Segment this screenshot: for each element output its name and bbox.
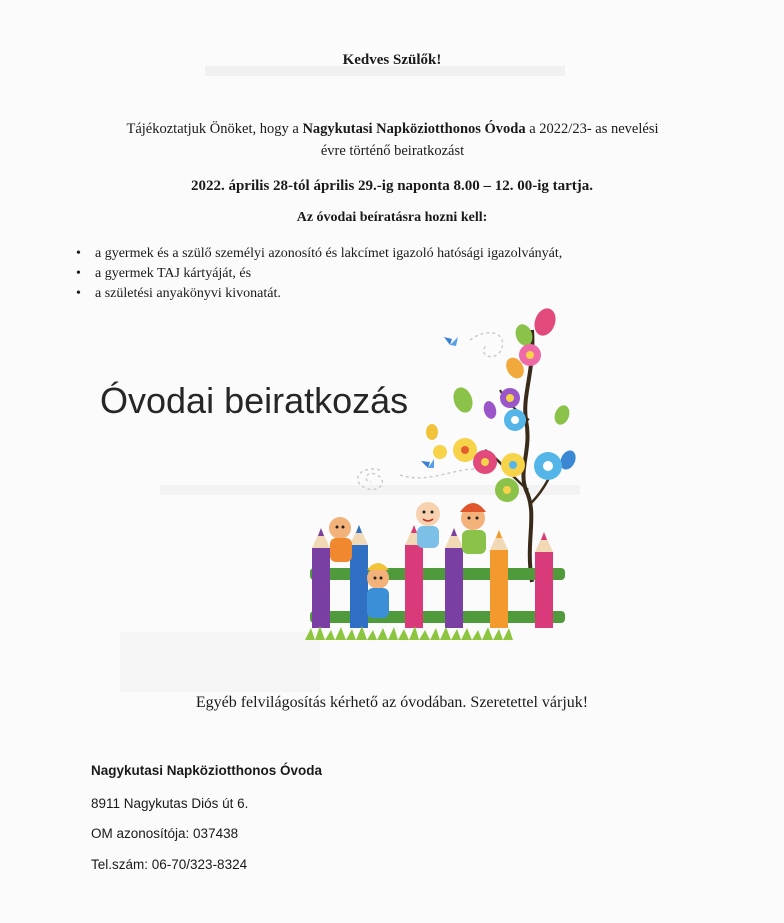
enrollment-illustration (300, 300, 600, 650)
greeting: Kedves Szülők! (342, 52, 442, 68)
banner-title: Óvodai beiratkozás (100, 380, 409, 421)
intro-text-end: a 2022/23- as nevelési (525, 121, 659, 137)
intro-institution-name: Nagykutasi Napköziotthonos Óvoda (302, 121, 526, 137)
show-through-text (120, 632, 320, 692)
closing-text: Egyéb felvilágosítás kérhető az óvodában. Szeretettel várjuk! (195, 694, 589, 711)
child-figure-icon (329, 517, 352, 562)
grass-icon (305, 626, 513, 640)
intro-text-line2: évre történő beiratkozást (320, 143, 465, 159)
enrollment-dates: 2022. április 28-tól április 29.-ig naponta 8.00 – 12. 00-ig tartja. (190, 178, 594, 194)
required-documents-heading: Az óvodai beíratásra hozni kell: (296, 210, 488, 225)
list-item: • a gyermek TAJ kártyáját, és (76, 264, 562, 284)
bullet-icon: • (76, 246, 81, 261)
contact-om-id: OM azonosítója: 037438 (91, 826, 239, 841)
contact-phone: Tel.szám: 06-70/323-8324 (91, 857, 248, 872)
butterfly-icon (421, 459, 434, 468)
intro-text-start: Tájékoztatjuk Önöket, hogy a (126, 121, 303, 137)
list-item: • a születési anyakönyvi kivonatát. (76, 284, 562, 304)
child-figure-icon (416, 502, 440, 548)
list-item: • a gyermek és a szülő személyi azonosító és lakcímet igazoló hatósági igazolványát, (76, 244, 562, 264)
required-documents-list (76, 244, 562, 304)
child-figure-icon (367, 563, 389, 618)
contact-address: 8911 Nagykutas Diós út 6. (91, 796, 249, 811)
bullet-icon: • (76, 266, 81, 281)
butterfly-icon (444, 337, 458, 346)
contact-name: Nagykutasi Napköziotthonos Óvoda (91, 763, 323, 778)
child-figure-icon (460, 503, 486, 554)
bullet-icon: • (76, 286, 81, 301)
intro-paragraph (95, 118, 690, 162)
